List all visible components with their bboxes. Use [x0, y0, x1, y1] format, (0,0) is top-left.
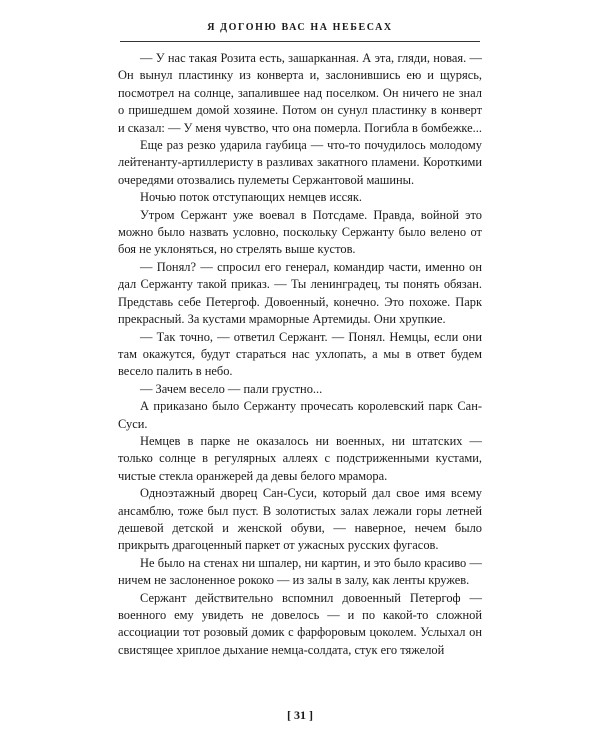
paragraph: — Так точно, — ответил Сержант. — Понял. Немцы, если они там окажутся, будут стараться нас ухлопать, а мы в ответ будем весело палить в небо. — [118, 329, 482, 379]
paragraph: — У нас такая Розита есть, зашарканная. А эта, гляди, новая. — Он вынул пластинку из конверта и, заслонившись ею и щурясь, посмотрел на солнце, запалившее над поселком. Он ничего не знал о пришедшем домой хозяине. Потом он сунул пластинку в конверт и сказал: — У меня чувство, что она померла. Погибла в бомбежке... — [118, 51, 482, 135]
paragraph: — Зачем весело — пали грустно... — [140, 381, 323, 396]
running-title: Я ДОГОНЮ ВАС НА НЕБЕСАХ — [207, 22, 393, 33]
paragraph: А приказано было Сержанту прочесать королевский парк Сан-Суси. — [118, 399, 482, 431]
paragraph: Ночью поток отступающих немцев иссяк. — [140, 190, 363, 205]
body-text — [118, 50, 482, 659]
paragraph: Не было на стенах ни шпалер, ни картин, и это было красиво — ничем не заслоненное рококо — из залы в залу, как ленты кружев. — [118, 555, 482, 588]
header-rule — [120, 41, 480, 42]
paragraph: — Понял? — спросил его генерал, командир части, именно он дал Сержанту такой приказ. — Ты ленинградец, ты понять обязан. Представь себе Петергоф. Довоенный, конечно. Это похоже. Парк прекрасный. За кустами мраморные Артемиды. Они хрупкие. — [118, 259, 482, 327]
paragraph: Сержант действительно вспомнил довоенный Петергоф — военного ему увидеть не довелось — и по какой-то сложной ассоциации тот розовый домик с фарфоровым цоколем. Услыхал он свистящее хриплое дыхание немца-солдата, стук его тяжелой — [118, 590, 482, 657]
paragraph: Немцев в парке не оказалось ни военных, ни штатских — только солнце в регулярных аллеях с подстриженными кустами, чистые стекла оранжерей да девы белого мрамора. — [118, 433, 482, 483]
paragraph: Еще раз резко ударила гаубица — что-то почудилось молодому лейтенанту-артиллеристу в разливах закатного пламени. Короткими очередями отозвались пулеметы Сержантовой машины. — [118, 138, 482, 187]
paragraph: Утром Сержант уже воевал в Потсдаме. Правда, войной это можно было назвать условно, поскольку Сержанту было велено от боя не уклоняться, но стрелять выше кустов. — [118, 207, 482, 257]
page-number: [ 31 ] — [287, 708, 313, 722]
paragraph: Одноэтажный дворец Сан-Суси, который дал свое имя всему ансамблю, тоже был пуст. В золотистых залах лежали горы летней дешевой детской и женской обуви, — наверное, нечем было прикрыть драгоценный паркет от ужасных русских фугасов. — [118, 486, 482, 553]
